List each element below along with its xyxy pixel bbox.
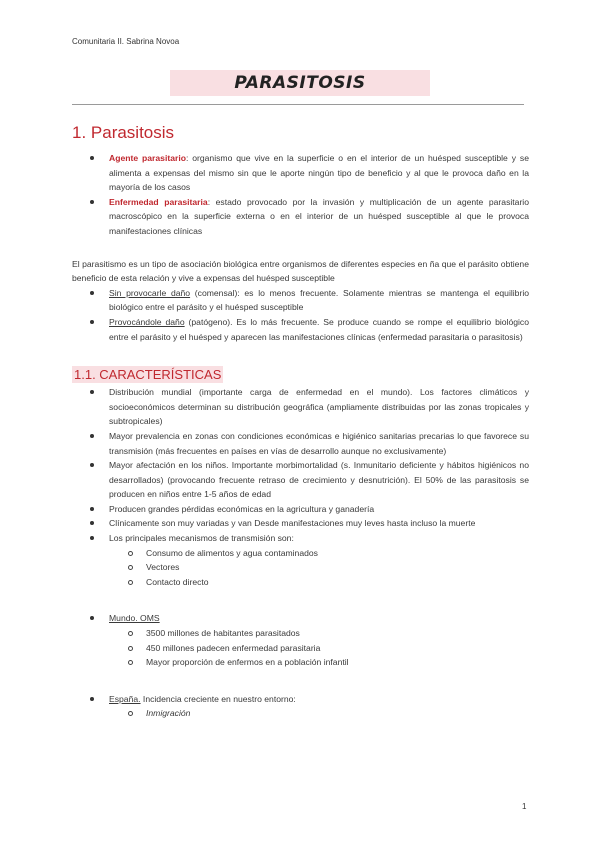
sub-list-item: Mayor proporción de enfermos en a población infantil	[109, 655, 529, 670]
spain-label: España.	[109, 693, 141, 704]
types-list	[72, 286, 529, 344]
world-label: Mundo. OMS	[109, 613, 160, 624]
list-item: Provocándole daño (patógeno). Es lo más frecuente. Se produce cuando se rompe el equilibrio biológico entre el parásito y el huésped y aparecen las manifestaciones clínicas (enfermedad parasitaria o parasitosis)	[72, 315, 529, 344]
header-note: Comunitaria II. Sabrina Novoa	[72, 37, 180, 46]
sub-list-item: 450 millones padecen enfermedad parasitaria	[109, 641, 529, 656]
spain-list	[72, 692, 529, 721]
sub-list-item: Vectores	[109, 560, 529, 575]
list-item: España. Incidencia creciente en nuestro entorno: Inmigración	[72, 692, 529, 721]
world-list	[72, 611, 529, 669]
list-item: Mayor afectación en los niños. Importante morbimortalidad (s. Inmunitario deficiente y hábitos higiénicos no desarrollados) (provocando frecuente retraso de crecimiento y desnutrición). El 50% de las parasitosis se producen en niños entre 1-5 años de edad	[72, 458, 529, 502]
characteristics-list	[72, 385, 529, 589]
list-item: Distribución mundial (importante carga de enfermedad en el mundo). Los factores climáticos y socioeconómicos determinan su distribución geográfica (ampliamente distribuidas por las zonas tropicales y subtropicales)	[72, 385, 529, 429]
term-enfermedad: Enfermedad parasitaria	[109, 196, 208, 207]
section-heading-caracteristicas: 1.1. CARACTERÍSTICAS	[74, 367, 222, 383]
list-item: Los principales mecanismos de transmisión son: Consumo de alimentos y agua contaminados Vectores Contacto directo	[72, 531, 529, 589]
title-banner	[170, 70, 430, 96]
document-body	[72, 122, 529, 721]
mechanisms-list	[109, 546, 529, 590]
section-heading-parasitosis: 1. Parasitosis	[72, 123, 175, 142]
world-sublist	[109, 626, 529, 670]
term-con-dano: Provocándole daño	[109, 316, 185, 327]
page-title: PARASITOSIS	[234, 73, 366, 93]
list-item	[72, 611, 529, 669]
list-item: Producen grandes pérdidas económicas en la agricultura y ganadería	[72, 502, 529, 517]
list-item: Mayor prevalencia en zonas con condiciones económicas e higiénico sanitarias precarias lo que favorece su transmisión (más frecuentes en países en vías de desarrollo aunque no exclusivamente)	[72, 429, 529, 458]
list-item: Clínicamente son muy variadas y van Desde manifestaciones muy leves hasta incluso la muerte	[72, 516, 529, 531]
list-item: Enfermedad parasitaria: estado provocado por la invasión y multiplicación de un agente parasitario macroscópico en la superficie externa o en el interior de un huésped susceptible al que le provoca manifestaciones clínicas	[72, 195, 529, 239]
sub-list-item: Consumo de alimentos y agua contaminados	[109, 546, 529, 561]
title-divider	[72, 104, 524, 105]
list-item: Sin provocarle daño (comensal): es lo menos frecuente. Solamente mientras se mantenga el equilibrio biológico entre el parásito y el huésped susceptible	[72, 286, 529, 315]
term-agente: Agente parasitario	[109, 153, 186, 163]
term-sin-dano: Sin provocarle daño	[109, 287, 191, 298]
sub-list-item: 3500 millones de habitantes parasitados	[109, 626, 529, 641]
sub-list-item: Inmigración	[109, 706, 529, 721]
parasitism-paragraph: El parasitismo es un tipo de asociación biológica entre organismos de diferentes especies en ña que el parásito obtiene beneficio de esta relación y vive a expensas del huésped susceptible	[72, 258, 529, 284]
page-number: 1	[522, 802, 527, 811]
definitions-list	[72, 151, 529, 239]
spain-sublist	[109, 706, 529, 721]
list-item: Agente parasitario: organismo que vive en la superficie o en el interior de un huésped susceptible y se alimenta a expensas del mismo sin que le aporte ningún tipo de beneficio y al que le provoca daño en la mayoría de los casos	[72, 151, 529, 195]
sub-list-item: Contacto directo	[109, 575, 529, 590]
